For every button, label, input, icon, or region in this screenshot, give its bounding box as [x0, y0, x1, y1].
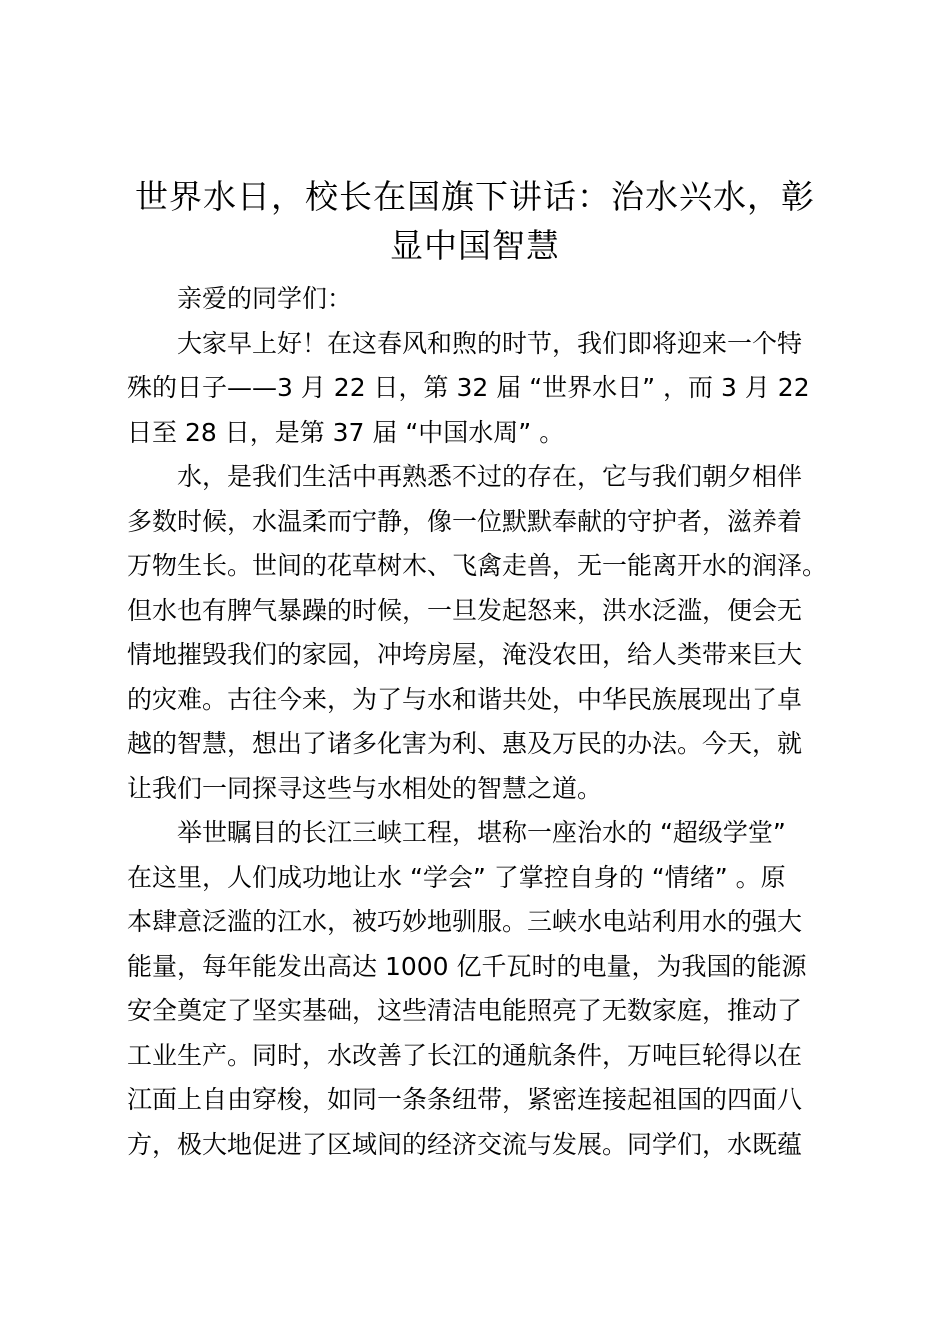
- paragraph-3-line: 能量，每年能发出高达 1000 亿千瓦时的电量，为我国的能源: [127, 952, 807, 981]
- paragraph-1-line: 大家早上好！在这春风和煦的时节，我们即将迎来一个特: [177, 329, 803, 358]
- paragraph-2-line: 多数时候，水温柔而宁静，像一位默默奉献的守护者，滋养着: [127, 507, 803, 536]
- paragraph-3-line: 方，极大地促进了区域间的经济交流与发展。同学们，水既蕴: [127, 1130, 803, 1159]
- paragraph-2-line: 让我们一同探寻这些与水相处的智慧之道。: [127, 774, 603, 803]
- paragraph-3-line: 江面上自由穿梭，如同一条条纽带，紧密连接起祖国的四面八: [127, 1085, 803, 1114]
- paragraph-2-line: 越的智慧，想出了诸多化害为利、惠及万民的办法。今天，就: [127, 729, 803, 758]
- document-title-line-1: 世界水日，校长在国旗下讲话：治水兴水，彰: [135, 177, 815, 216]
- paragraph-3-line: 工业生产。同时，水改善了长江的通航条件，万吨巨轮得以在: [127, 1041, 803, 1070]
- paragraph-3-line: 本肆意泛滥的江水，被巧妙地驯服。三峡水电站利用水的强大: [127, 907, 803, 936]
- paragraph-1-line: 日至 28 日，是第 37 届 “中国水周” 。: [127, 418, 565, 447]
- salutation: 亲爱的同学们：: [177, 284, 353, 313]
- paragraph-2-line: 万物生长。世间的花草树木、飞禽走兽，无一能离开水的润泽。: [127, 551, 828, 580]
- document-title-line-2: 显中国智慧: [390, 226, 560, 265]
- paragraph-3-line: 举世瞩目的长江三峡工程，堪称一座治水的 “超级学堂”: [177, 818, 786, 847]
- paragraph-2-line: 水，是我们生活中再熟悉不过的存在，它与我们朝夕相伴: [177, 462, 803, 491]
- paragraph-2-line: 情地摧毁我们的家园，冲垮房屋，淹没农田，给人类带来巨大: [127, 640, 803, 669]
- paragraph-3-line: 在这里，人们成功地让水 “学会” 了掌控自身的 “情绪” 。原: [127, 863, 786, 892]
- paragraph-1-line: 殊的日子——3 月 22 日，第 32 届 “世界水日” ，而 3 月 22: [127, 373, 810, 402]
- paragraph-3-line: 安全奠定了坚实基础，这些清洁电能照亮了无数家庭，推动了: [127, 996, 803, 1025]
- paragraph-2-line: 但水也有脾气暴躁的时候，一旦发起怒来，洪水泛滥，便会无: [127, 596, 803, 625]
- paragraph-2-line: 的灾难。古往今来，为了与水和谐共处，中华民族展现出了卓: [127, 685, 803, 714]
